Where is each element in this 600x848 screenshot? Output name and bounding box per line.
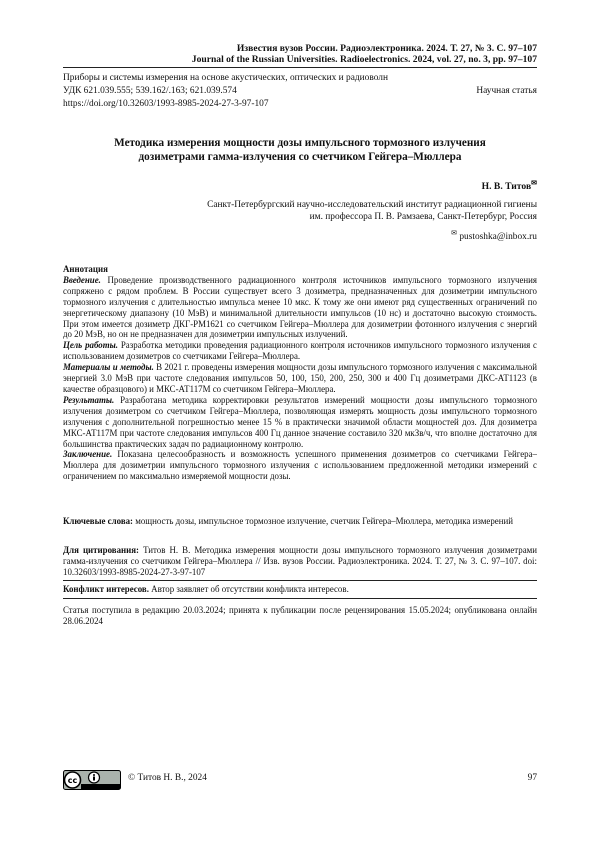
keywords: Ключевые слова: мощность дозы, импульсное тормозное излучение, счетчик Гейгера–Мюллера, методика измерений [63,516,513,526]
article-title-line-1: Методика измерения мощности дозы импульсного тормозного излучения [114,137,486,149]
abstract-aim: Цель работы. Разработка методики проведения радиационного контроля источников импульсного тормозного излучения с использованием дозиметров со счетчиками Гейгера–Мюллера. [63,340,538,362]
cc-by-license-icon[interactable] [63,770,121,790]
header-rule [63,67,537,68]
article-history: Статья поступила в редакцию 20.03.2024; принята к публикации после рецензирования 15.05.2024; опубликована онлайн 28.06.2024 [63,605,537,626]
page-number: 97 [527,773,537,783]
email-link[interactable]: pustoshka@inbox.ru [459,232,537,243]
envelope-icon: ✉ [531,179,537,187]
abstract-results: Результаты. Разработана методика корректировки результатов измерений мощности дозы импульсного тормозного излучения дозиметром со счетчиком Гейгера–Мюллера, позволяющая измерять мощность дозы импульсного тормозного излучения с дополнительной погрешностью менее 15 % в практически значимой области мощностей доз. Для дозиметра МКС-АТ117М при частоте следования импульсов 400 Гц данное значение составило 320 мкЗв/ч, что вполне достаточно для большинства практических задач по радиационному контролю. [63,394,538,449]
udc-line: УДК 621.039.555; 539.162/.163; 621.039.574 [63,86,237,96]
abstract-conclusion: Заключение. Показана целесообразность и возможность успешного применения дозиметров со счетчиками Гейгера–Мюллера для дозиметрии импульсного тормозного излучения с использованием предложенной методики измерений с ограничением по максимально измеряемой мощности дозы. [63,449,537,482]
conflict-rule [63,598,537,599]
doi-link[interactable]: https://doi.org/10.32603/1993-8985-2024-27-3-97-107 [63,99,269,109]
svg-text:cc: cc [67,776,78,785]
author-name-block [482,179,537,192]
affiliation-line-1: Санкт-Петербургский научно-исследовательский институт радиационной гигиены [207,200,537,210]
conflict-of-interest: Конфликт интересов. Автор заявляет об отсутствии конфликта интересов. [63,584,349,594]
article-type: Научная статья [476,86,537,96]
author-name: Н. В. Титов [481,181,532,193]
abstract [63,264,537,482]
abstract-methods: Материалы и методы. В 2021 г. проведены измерения мощности дозы импульсного тормозного излучения с максимальной энергией 3.0 МэВ при частоте следования импульсов 50, 100, 150, 200, 250, 300 и 400 Гц дозиметрами ДКС-АТ1123 (в качестве образцового) и МКС-АТ117М со счетчиком Гейгера–Мюллера. [63,362,538,394]
journal-header-ru: Известия вузов России. Радиоэлектроника. 2024. Т. 27, № 3. С. 97–107 [236,43,537,54]
abstract-introduction: Введение. Проведение производственного радиационного контроля источников импульсного тормозного излучения сопряжено с рядом проблем. В России существует всего 3 дозиметра, предназначенных для дозиметрии импульсного тормозного излучения с длительностью импульса менее 10 мкс. К тому же они имеют ряд существенных ограничений по энергетическому диапазону (10 МэВ) и минимальной длительности импульсов (10 нс) и достаточно высокую стоимость. При этом имеется дозиметр ДКГ-РМ1621 со счетчиком Гейгера–Мюллера для дозиметрии фотонного излучения с энергий до 20 МэВ, но он не предназначен для дозиметрии импульсных излучений. [63,274,538,340]
affiliation-line-2: им. профессора П. В. Рамзаева, Санкт-Петербург, Россия [309,212,537,222]
envelope-icon: ✉ [451,229,457,237]
article-title-line-2: дозиметрами гамма-излучения со счетчиком Гейгера–Мюллера [138,151,462,163]
email-block [451,228,537,244]
citation-rule [63,580,537,581]
citation: Для цитирования: Титов Н. В. Методика измерения мощности дозы импульсного тормозного излучения дозиметрами гамма-излучения со счетчиком Гейгера–Мюллера // Изв. вузов России. Радиоэлектроника. 2024. Т. 27, № 3. С. 97–107. doi: 10.32603/1993-8985-2024-27-3-97-107 [63,545,538,577]
abstract-heading: Аннотация [63,264,108,274]
section-name: Приборы и системы измерения на основе акустических, оптических и радиоволн [63,73,388,83]
journal-header-en: Journal of the Russian Universities. Radioelectronics. 2024, vol. 27, no. 3, pp. 97–107 [191,54,537,65]
copyright-notice: © Титов Н. В., 2024 [128,773,207,783]
